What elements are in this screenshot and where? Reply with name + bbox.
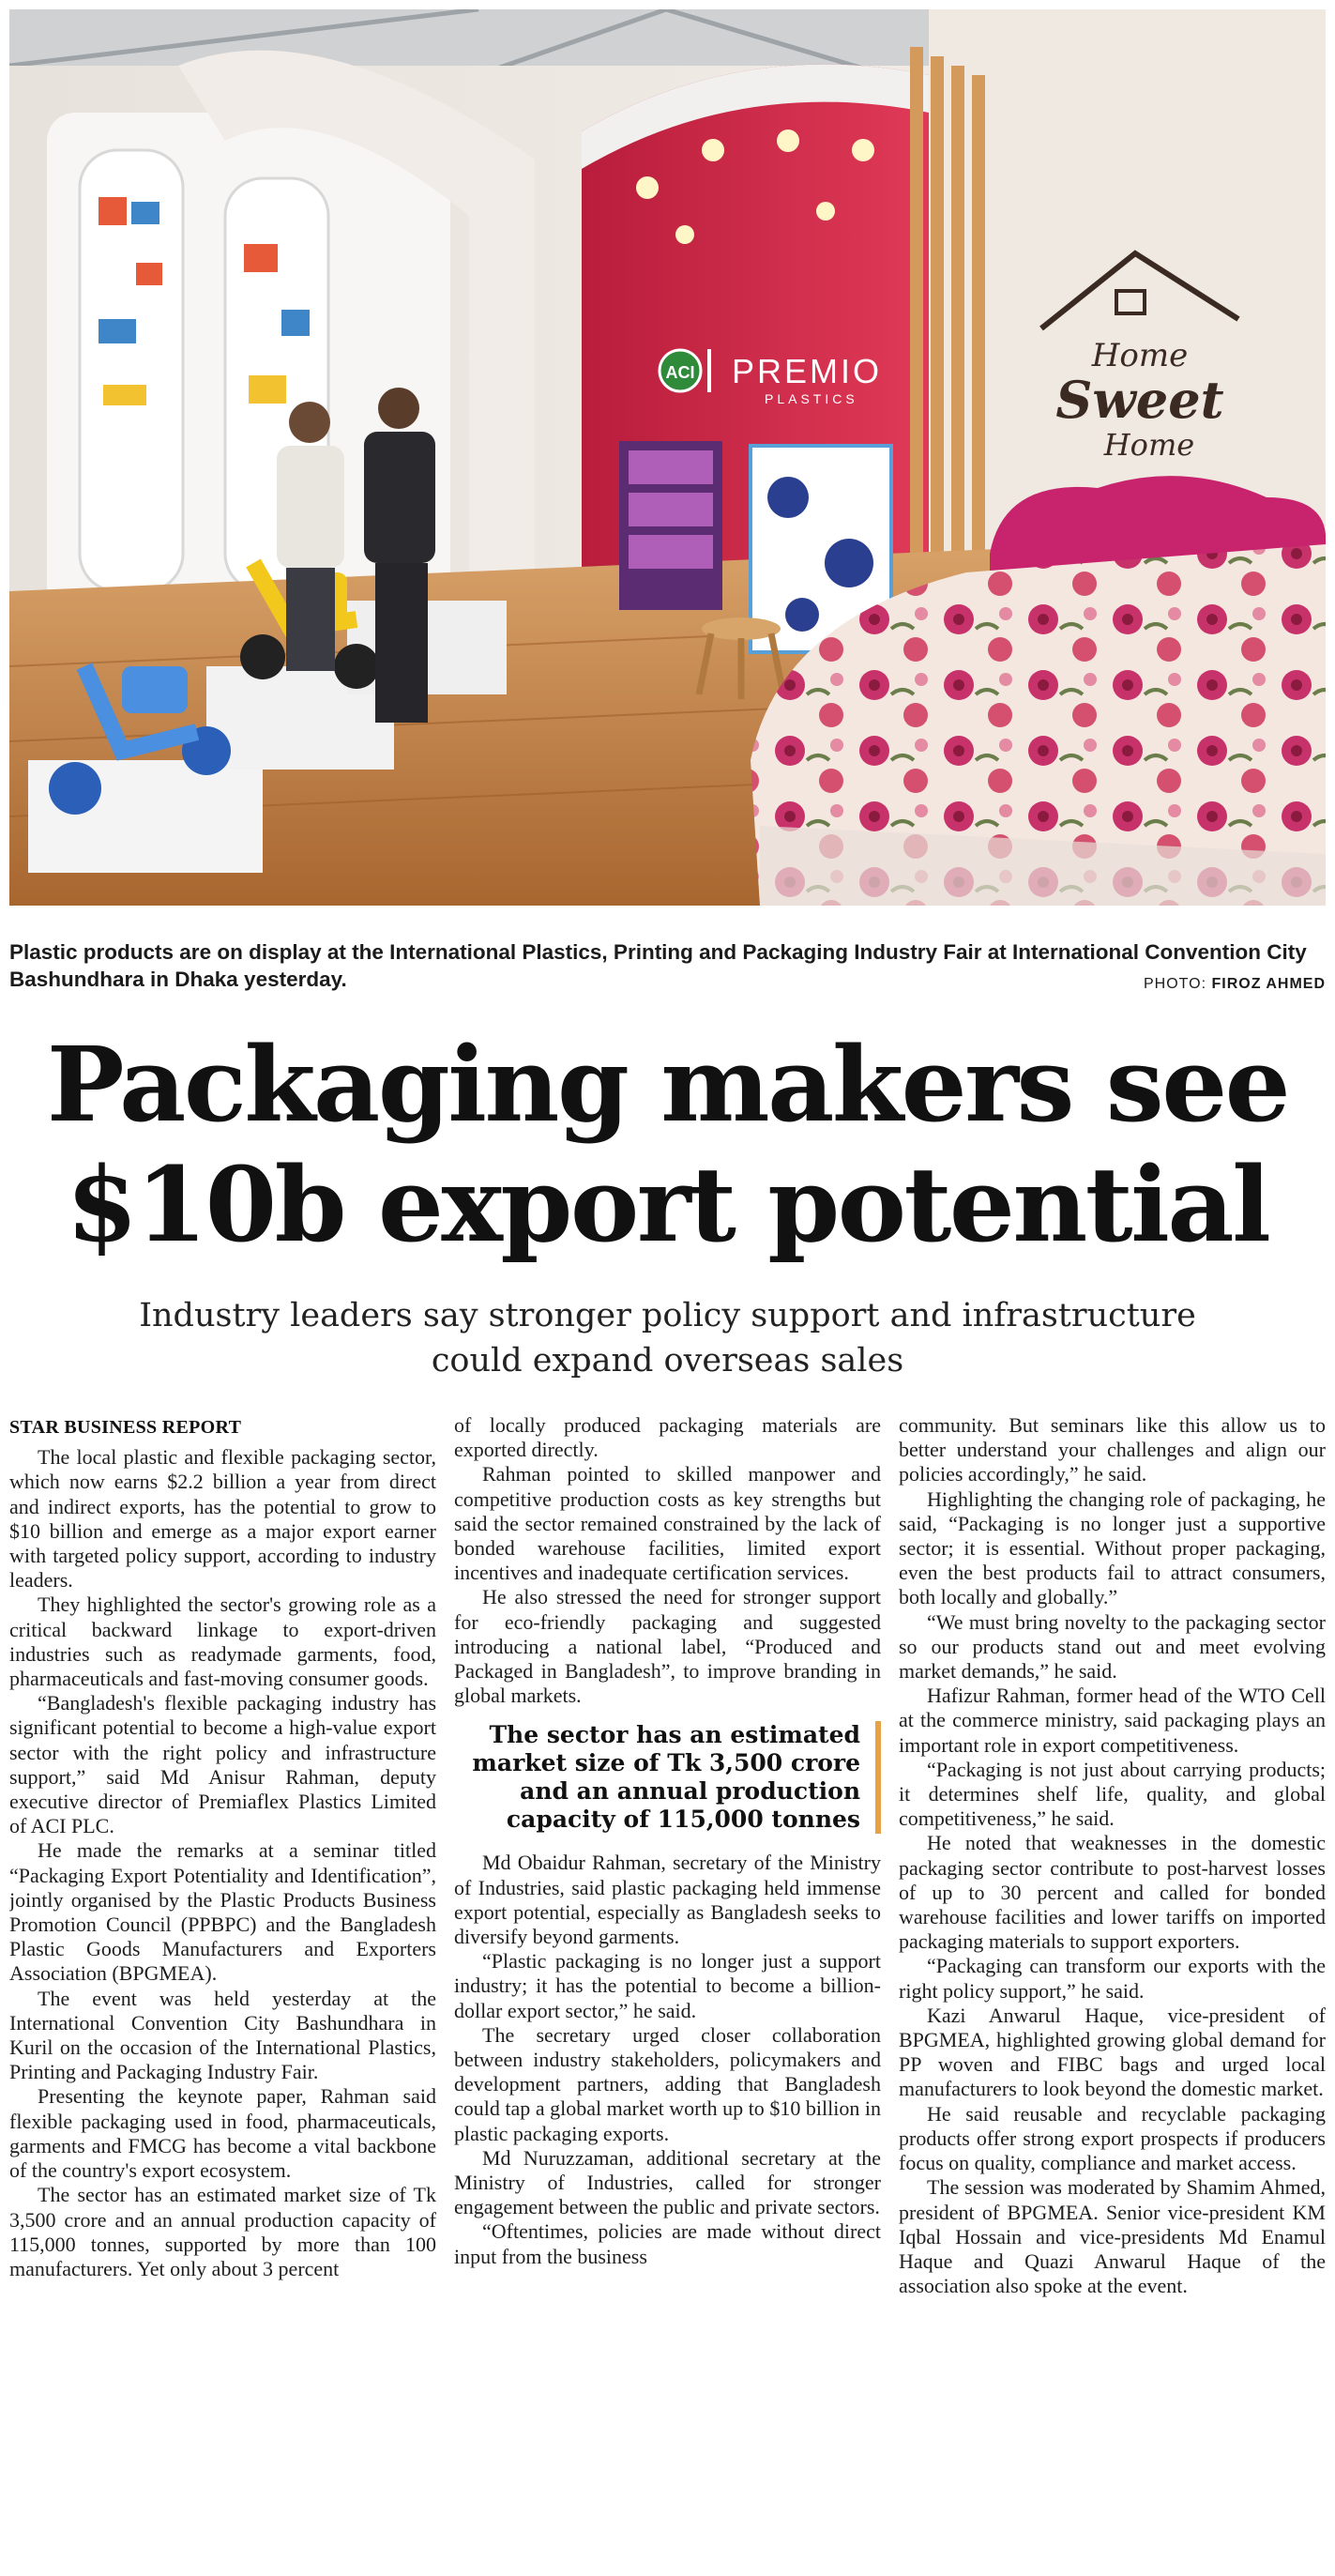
wall-art-word-1: Home — [1091, 337, 1189, 374]
paragraph: “Oftentimes, policies are made without direct input from the business — [454, 2219, 881, 2268]
paragraph: “Packaging is not just about carrying products; it determines shelf life, quality, and global competitiveness,” he said. — [899, 1757, 1326, 1831]
headline-line-2: $10b export potential — [66, 1144, 1269, 1265]
booth-brand-mark: ACI — [665, 363, 695, 382]
paragraph: community. But seminars like this allow us to better understand your challenges and align our policies accordingly,” he said. — [899, 1413, 1326, 1486]
wall-art-word-3: Home — [1103, 427, 1195, 463]
paragraph: The session was moderated by Shamim Ahmed, president of BPGMEA. Senior vice-president KM Iqbal Hossain and vice-presidents Md Enamul Haque and Quazi Anwarul Haque of the association also spoke at the event. — [899, 2175, 1326, 2298]
subheadline-line-1: Industry leaders say stronger policy support and infrastructure — [139, 1297, 1196, 1334]
subheadline — [0, 1293, 1335, 1383]
paragraph: The event was held yesterday at the International Convention City Bashundhara in Kuril on the occasion of the International Plastics, Printing and Packaging Industry Fair. — [9, 1986, 436, 2084]
exhibition-booth-illustration — [9, 9, 1326, 906]
article-column-3 — [899, 1413, 1326, 2569]
paragraph: Highlighting the changing role of packaging, he said, “Packaging is no longer just a supportive sector; it is essential. Without proper packaging, even the best products fail to attract consumers, both locally and globally.” — [899, 1486, 1326, 1609]
paragraph: He noted that weaknesses in the domestic packaging sector contribute to post-harvest losses of up to 30 percent and called for bonded warehouse facilities and lower tariffs on imported packaging materials to support exporters. — [899, 1831, 1326, 1954]
paragraph: “Packaging can transform our exports with the right policy support,” he said. — [899, 1954, 1326, 2003]
news-photo — [9, 9, 1326, 906]
paragraph: Md Nuruzzaman, additional secretary at the Ministry of Industries, called for stronger engagement between the public and private sectors. — [454, 2145, 881, 2219]
byline: STAR BUSINESS REPORT — [9, 1417, 242, 1438]
paragraph: The local plastic and flexible packaging sector, which now earns $2.2 billion a year from direct and indirect exports, has the potential to grow to $10 billion and emerge as a major export earner with targeted policy support, according to industry leaders. — [9, 1445, 436, 1593]
photo-credit — [1144, 976, 1326, 993]
paragraph: Kazi Anwarul Haque, vice-president of BPGMEA, highlighted growing global demand for PP woven and FIBC bags and urged local manufacturers to look beyond the domestic market. — [899, 2003, 1326, 2101]
booth-logo-sub: PLASTICS — [765, 391, 858, 406]
headline-line-1: Packaging makers see — [46, 1024, 1289, 1145]
headline — [0, 1025, 1335, 1265]
paragraph: Presenting the keynote paper, Rahman said flexible packaging used in food, pharmaceuticals, garments and FMCG has become a vital backbone of the country's export ecosystem. — [9, 2084, 436, 2183]
paragraph: He said reusable and recyclable packaging products offer strong export prospects if producers focus on quality, compliance and market access. — [899, 2101, 1326, 2175]
paragraph: They highlighted the sector's growing role as a critical backward linkage to export-driven industries such as readymade garments, food, pharmaceuticals and fast-moving consumer goods. — [9, 1593, 436, 1691]
paragraph: Rahman pointed to skilled manpower and competitive production costs as key strengths but said the sector remained constrained by the lack of bonded warehouse facilities, limited export incentives and inadequate certification services. — [454, 1462, 881, 1585]
photo-caption: Plastic products are on display at the International Plastics, Printing and Packaging Industry Fair at International Convention City Bashundhara in Dhaka yesterday. — [9, 940, 1307, 991]
subheadline-line-2: could expand overseas sales — [431, 1342, 904, 1379]
article-column-1 — [9, 1413, 436, 2569]
pull-quote: The sector has an estimated market size of Tk 3,500 crore and an annual production capacity of 115,000 tonnes — [454, 1721, 881, 1834]
paragraph: of locally produced packaging materials are exported directly. — [454, 1413, 881, 1462]
paragraph: “Plastic packaging is no longer just a support industry; it has the potential to become a billion-dollar export sector,” he said. — [454, 1949, 881, 2022]
paragraph: “We must bring novelty to the packaging sector so our products stand out and meet evolving market demands,” he said. — [899, 1609, 1326, 1684]
paragraph: “Bangladesh's flexible packaging industry has significant potential to become a high-value export sector with the right policy and infrastructure support,” said Md Anisur Rahman, deputy executive director of Premiaflex Plastics Limited of ACI PLC. — [9, 1691, 436, 1838]
paragraph: Md Obaidur Rahman, secretary of the Ministry of Industries, said plastic packaging held immense export potential, especially as Bangladesh seeks to diversify beyond garments. — [454, 1851, 881, 1949]
photo-credit-label: PHOTO: — [1143, 976, 1207, 992]
paragraph: The sector has an estimated market size of Tk 3,500 crore and an annual production capacity of 115,000 tonnes, supported by more than 100 manufacturers. Yet only about 3 percent — [9, 2183, 436, 2280]
booth-logo-word: PREMIO — [732, 352, 883, 390]
photo-credit-name: FIROZ AHMED — [1211, 976, 1326, 992]
paragraph: He also stressed the need for stronger support for eco-friendly packaging and suggested introducing a national label, “Produced and Packaged in Bangladesh”, to improve branding in global markets. — [454, 1585, 881, 1708]
paragraph: He made the remarks at a seminar titled “Packaging Export Potentiality and Identification”, jointly organised by the Plastic Products Business Promotion Council (PPBPC) and the Bangladesh Plastic Goods Manufacturers and Exporters Association (BPGMEA). — [9, 1838, 436, 1986]
article-column-2 — [454, 1413, 881, 2569]
paragraph: Hafizur Rahman, former head of the WTO Cell at the commerce ministry, said packaging plays an important role in export competitiveness. — [899, 1684, 1326, 1757]
paragraph: The secretary urged closer collaboration between industry stakeholders, policymakers and development partners, adding that Bangladesh could tap a global market worth up to $10 billion in plastic packaging exports. — [454, 2022, 881, 2145]
wall-art-word-2: Sweet — [1055, 370, 1224, 430]
